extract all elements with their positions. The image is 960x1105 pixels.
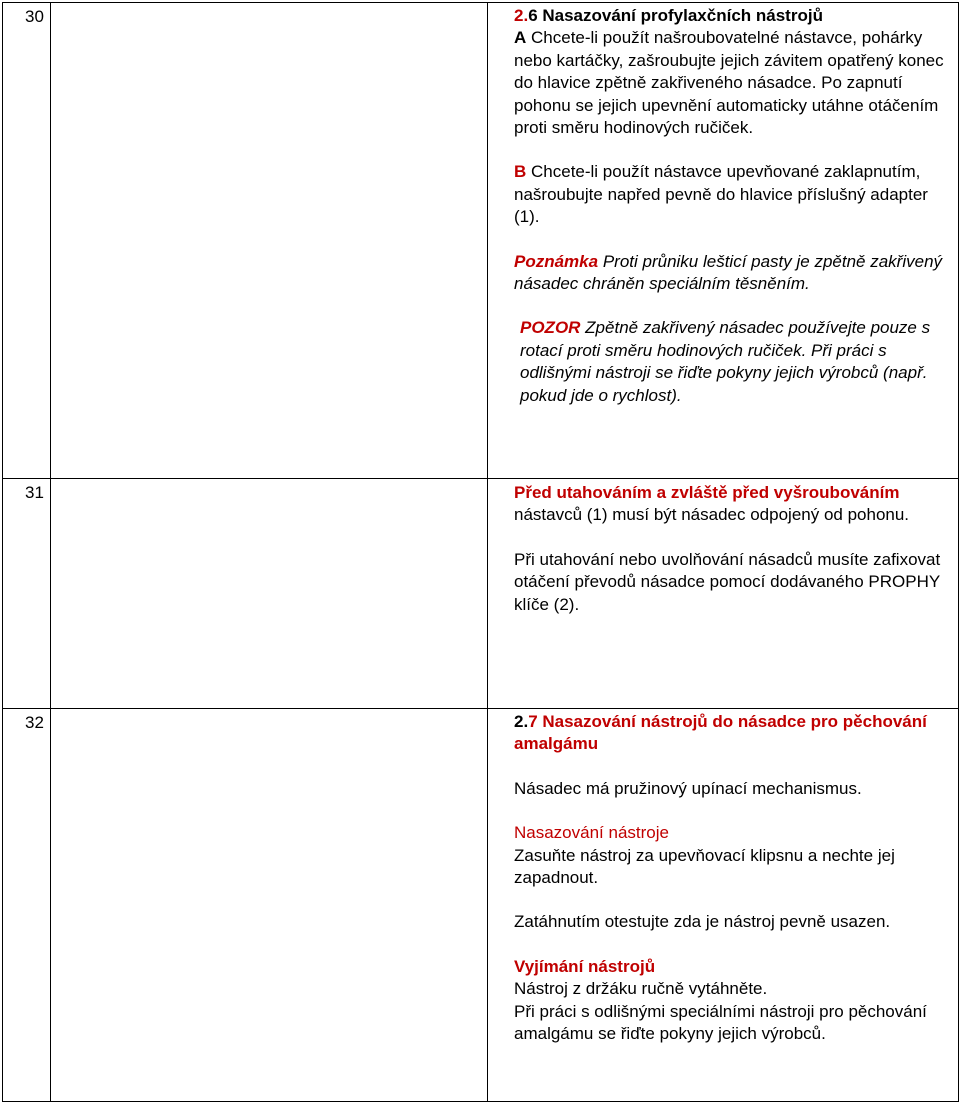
- instruction-table: [2, 2, 959, 1102]
- row-number-cell: [3, 3, 51, 479]
- row-number: 31: [25, 483, 44, 502]
- paragraph-title: Vyjímání nástrojů: [514, 956, 656, 976]
- row-number-cell: [3, 479, 51, 709]
- paragraph-a: A Chcete-li použít našroubovatelné nástavce, pohárky nebo kartáčky, zašroubujte jejich závitem opatřený konec do hlavice zpětně zakřiveného násadce. Po zapnutí pohonu se jejich upevnění automaticky utáhne otáčením proti směru hodinových ručiček.: [514, 28, 944, 138]
- warning-paragraph: POZOR Zpětně zakřivený násadec používejte pouze s rotací proti směru hodinových ručiček. Při práci s odlišnými nástroji se řiďte pokyny jejich výrobců (např. pokud jde o rychlost).: [520, 318, 931, 405]
- illustration-cell: [51, 479, 488, 709]
- warning-paragraph: Před utahováním a zvláště před vyšroubováním nástavců (1) musí být násadec odpojený od pohonu.: [514, 483, 910, 525]
- illustration-cell: [51, 709, 488, 1102]
- paragraph: Nástroj z držáku ručně vytáhněte.: [514, 979, 768, 999]
- paragraph-title: Nasazování nástroje: [514, 823, 669, 843]
- row-number: 32: [25, 713, 44, 732]
- table-row-32: [3, 709, 959, 1102]
- text-cell: [488, 709, 959, 1102]
- row-number-cell: [3, 709, 51, 1102]
- row-number: 30: [25, 7, 44, 26]
- illustration-cell: [51, 3, 488, 479]
- text-cell: [488, 479, 959, 709]
- section-heading: 2.7 Nasazování nástrojů do násadce pro pěchování amalgámu: [514, 712, 927, 754]
- paragraph-b: B Chcete-li použít nástavce upevňované zaklapnutím, našroubujte napřed pevně do hlavice příslušný adapter (1).: [514, 162, 928, 227]
- note-paragraph: Poznámka Proti průniku lešticí pasty je zpětně zakřivený násadec chráněn speciálním těsněním.: [514, 251, 943, 294]
- paragraph: Násadec má pružinový upínací mechanismus.: [514, 778, 862, 798]
- table-row-31: [3, 479, 959, 709]
- paragraph: Zasuňte nástroj za upevňovací klipsnu a nechte jej zapadnout.: [514, 845, 895, 888]
- text-cell: [488, 3, 959, 479]
- paragraph: Při utahování nebo uvolňování násadců musíte zafixovat otáčení převodů násadce pomocí dodávaného PROPHY klíče (2).: [514, 549, 941, 614]
- paragraph: Při práci s odlišnými speciálními nástroji pro pěchování amalgámu se řiďte pokyny jejich výrobců.: [514, 1001, 927, 1044]
- paragraph: Zatáhnutím otestujte zda je nástroj pevně usazen.: [514, 912, 891, 932]
- table-row-30: [3, 3, 959, 479]
- section-heading: 2.6 Nasazování profylaxčních nástrojů: [514, 6, 823, 25]
